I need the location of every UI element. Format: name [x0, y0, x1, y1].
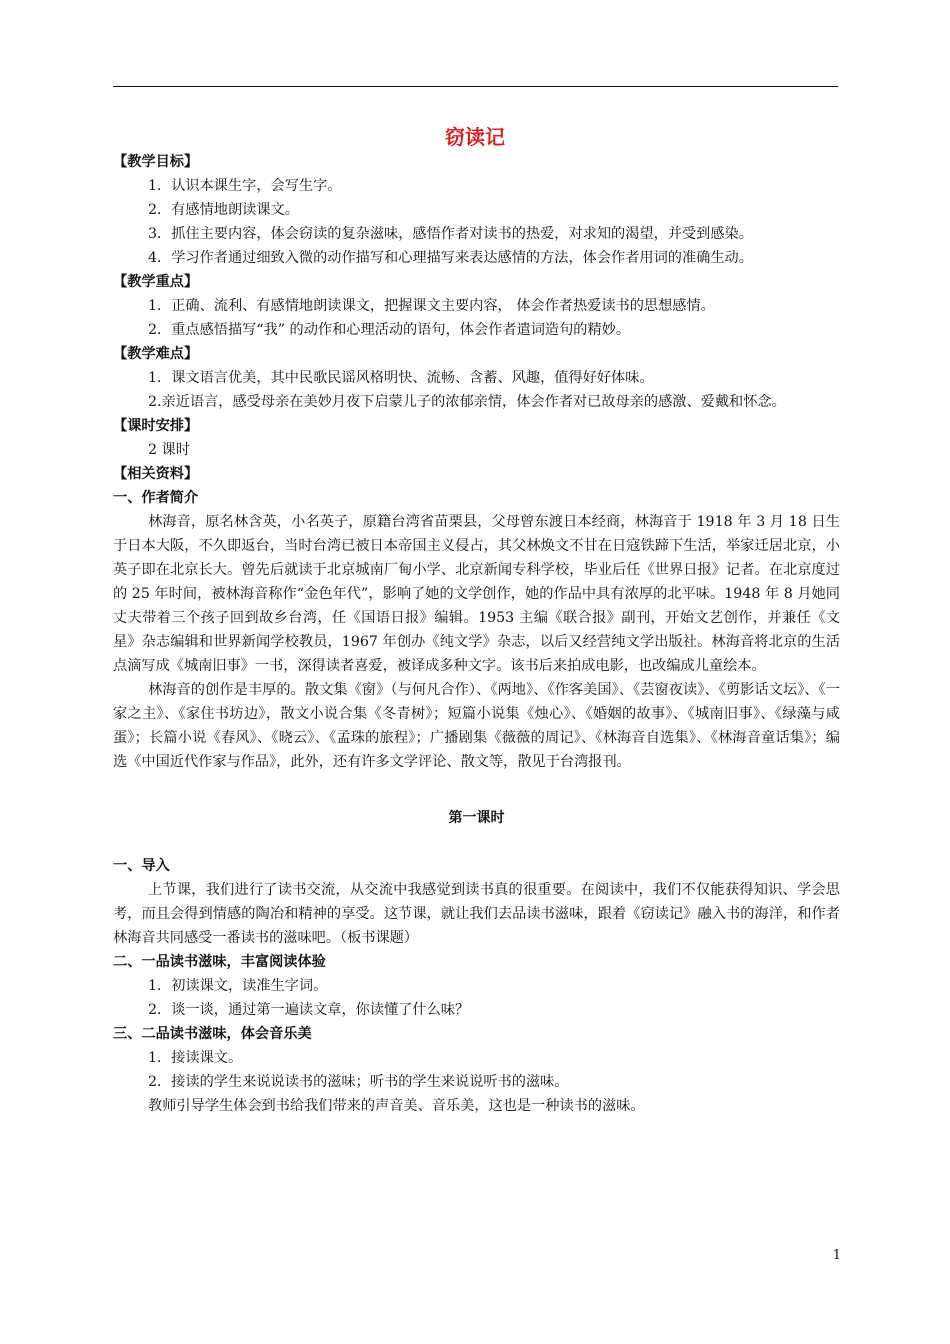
author-works-paragraph: 林海音的创作是丰厚的。散文集《窗》（与何凡合作）、《两地》、《作客美国》、《芸窗夜读》、《剪影话文坛》、《一家之主》、《家住书坊边》，散文小说合集《冬青树》；短篇小说集《烛心》、《婚姻的故事》、《城南旧事》、《绿藻与咸蛋》；长篇小说《春风》、《晓云》、《孟珠的旅程》；广播剧集《薇薇的周记》、《林海音自选集》、《林海音童话集》；编选《中国近代作家与作品》，此外，还有许多文学评论、散文等，散见于台湾报刊。 [113, 682, 840, 770]
focus-item: 2．重点感悟描写“我” 的动作和心理活动的语句，体会作者遣词造句的精妙。 [148, 322, 631, 338]
step-heading-intro: 一、导入 [113, 858, 170, 874]
schedule-value: 2 课时 [148, 442, 190, 458]
goal-item: 1．认识本课生字，会写生字。 [148, 178, 342, 194]
section-heading-schedule: 【课时安排】 [113, 418, 199, 434]
step-item: 2．接读的学生来说说读书的滋味；听书的学生来说说听书的滋味。 [148, 1074, 569, 1090]
section-heading-focus: 【教学重点】 [113, 274, 199, 290]
focus-item: 1．正确、流利、有感情地朗读课文，把握课文主要内容， 体会作者热爱读书的思想感情。 [148, 298, 715, 314]
document-body [113, 150, 840, 1118]
guidance-paragraph: 教师引导学生体会到书给我们带来的声音美、音乐美，这也是一种读书的滋味。 [148, 1098, 645, 1114]
step-item: 1．接读课文。 [148, 1050, 243, 1066]
step-heading-first-read: 二、一品读书滋味，丰富阅读体验 [113, 954, 326, 970]
step-item: 1．初读课文，读准生字词。 [148, 978, 328, 994]
section-heading-goals: 【教学目标】 [113, 154, 199, 170]
goal-item: 2．有感情地朗读课文。 [148, 202, 299, 218]
step-heading-second-read: 三、二品读书滋味，体会音乐美 [113, 1026, 312, 1042]
goal-item: 3．抓住主要内容，体会窃读的复杂滋味，感悟作者对读书的热爱，对求知的渴望，并受到感染。 [148, 226, 753, 242]
page-number: 1 [832, 1248, 841, 1263]
author-intro-paragraph: 林海音，原名林含英，小名英子，原籍台湾省苗栗县，父母曾东渡日本经商，林海音于 1918 年 3 月 18 日生于日本大阪，不久即返台，当时台湾已被日本帝国主义侵占，其父林焕文不甘在日寇铁蹄下生活，举家迁居北京，小英子即在北京长大。曾先后就读于北京城南厂甸小学、北京新闻专科学校，毕业后任《世界日报》记者。在北京度过的 25 年时间，被林海音称作“金色年代”，影响了她的文学创作，她的作品中具有浓厚的北平味。1948 年 8 月她同丈夫带着三个孩子回到故乡台湾，任《国语日报》编辑。1953 主编《联合报》副刊，开始文艺创作，并兼任《文星》杂志编辑和世界新闻学校教员，1967 年创办《纯文学》杂志，以后又经营纯文学出版社。林海音将北京的生活点滴写成《城南旧事》一书，深得读者喜爱，被译成多种文字。该书后来拍成电影，也改编成儿童绘本。 [113, 514, 840, 674]
intro-paragraph: 上节课，我们进行了读书交流，从交流中我感觉到读书真的很重要。在阅读中，我们不仅能获得知识、学会思考，而且会得到情感的陶冶和精神的享受。这节课，就让我们去品读书滋味，跟着《窃读记》融入书的海洋，和作者林海音共同感受一番读书的滋味吧。（板书课题） [113, 882, 840, 946]
difficulty-item: 2.亲近语言，感受母亲在美妙月夜下启蒙儿子的浓郁亲情，体会作者对已故母亲的感激、爱戴和怀念。 [148, 394, 786, 410]
step-item: 2．谈一谈，通过第一遍读文章，你读懂了什么味？ [148, 1002, 470, 1018]
document-title: 窃读记 [445, 125, 505, 149]
subheading-author-intro: 一、作者简介 [113, 490, 199, 506]
difficulty-item: 1．课文语言优美，其中民歌民谣风格明快、流畅、含蓄、风趣，值得好好体味。 [148, 370, 654, 386]
section-heading-materials: 【相关资料】 [113, 466, 199, 482]
lesson-heading: 第一课时 [448, 810, 505, 826]
goal-item: 4．学习作者通过细致入微的动作描写和心理描写来表达感情的方法，体会作者用词的准确生动。 [148, 250, 753, 266]
header-rule [113, 86, 838, 87]
section-heading-difficulty: 【教学难点】 [113, 346, 199, 362]
